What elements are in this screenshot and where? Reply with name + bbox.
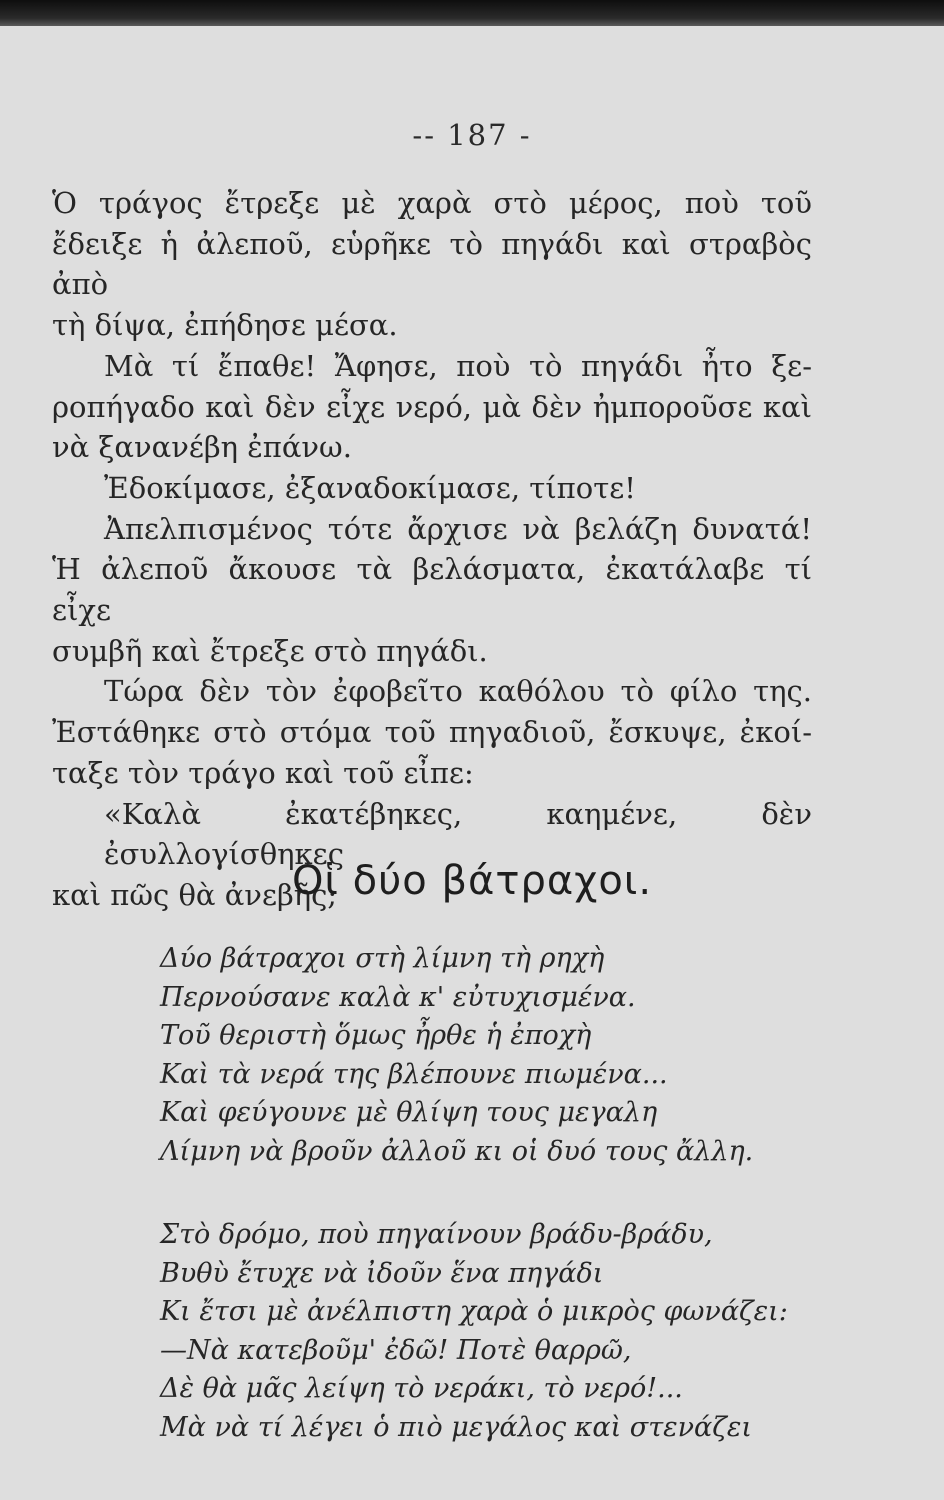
text-line: Ἀπελπισμένος τότε ἄρχισε νὰ βελάζη δυνατά! [104,511,812,546]
text-line: Τώρα δὲν τὸν ἐφοβεῖτο καθόλου τὸ φίλο της. [104,674,812,709]
paragraph [52,346,812,468]
verse-line: —Νὰ κατεβοῦμ' ἐδῶ! Ποτὲ θαρρῶ, [160,1334,632,1366]
text-line: ροπήγαδο καὶ δὲν εἶχε νερό, μὰ δὲν ἠμποροῦσε καὶ [52,389,812,424]
text-line: καὶ πῶς θὰ ἀνεβῆς; [52,877,338,912]
page-number: -- 187 - [412,118,532,152]
verse-line: Δύο βάτραχοι στὴ λίμνη τὴ ρηχὴ [160,943,605,974]
text-line: Ἐστάθηκε στὸ στόμα τοῦ πηγαδιοῦ, ἔσκυψε, ἐκοί- [52,715,812,750]
text-line: ἔδειξε ἡ ἀλεποῦ, εὑρῆκε τὸ πηγάδι καὶ στραβὸς ἀπὸ [52,226,812,302]
paragraph [52,183,812,346]
verse-line: Δὲ θὰ μᾶς λείψη τὸ νεράκι, τὸ νερό!... [160,1373,683,1405]
text-line: νὰ ξανανέβη ἐπάνω. [52,430,352,465]
poem-stanza-1 [160,940,800,1172]
verse-line: Μὰ νὰ τί λέγει ὁ πιὸ μεγάλος καὶ στενάζει [160,1411,752,1443]
verse-line: Περνούσανε καλὰ κ' εὐτυχισμένα. [160,981,636,1013]
text-line: συμβῆ καὶ ἔτρεξε στὸ πηγάδι. [52,633,488,668]
verse-line: Βυθὺ ἔτυχε νὰ ἰδοῦν ἕνα πηγάδι [160,1257,604,1289]
verse-line: Τοῦ θεριστὴ ὅμως ἦρθε ἡ ἐποχὴ [160,1020,592,1052]
verse-line: Κι ἔτσι μὲ ἀνέλπιστη χαρὰ ὁ μικρὸς φωνάζει: [160,1296,788,1328]
verse-line: Καὶ φεύγουνε μὲ θλίψη τους μεγαλη [160,1097,658,1129]
verse-line: Καὶ τὰ νερά της βλέπουνε πιωμένα... [160,1058,668,1090]
text-line: Ἐδοκίμασε, ἐξαναδοκίμασε, τίποτε! [104,470,636,505]
text-line: Ἡ ἀλεποῦ ἄκουσε τὰ βελάσματα, ἐκατάλαβε τί εἶχε [52,552,812,628]
text-line: Ὁ τράγος ἔτρεξε μὲ χαρὰ στὸ μέρος, ποὺ τοῦ [52,186,812,220]
text-line: ταξε τὸν τράγο καὶ τοῦ εἶπε: [52,755,474,790]
text-line: Μὰ τί ἔπαθε! Ἄφησε, ποὺ τὸ πηγάδι ἦτο ξε- [104,348,812,383]
paragraph [52,468,812,509]
paragraph [52,671,812,793]
poem-stanza-2 [160,1216,800,1448]
text-line: τὴ δίψα, ἐπήδησε μέσα. [52,308,398,343]
text-line: «Καλὰ ἐκατέβηκες, καημένε, δὲν ἐσυλλογίσθηκες [104,796,812,872]
verse-line: Λίμνη νὰ βροῦν ἀλλοῦ κι οἱ δυό τους ἄλλη. [160,1135,754,1167]
scan-edge [0,0,944,26]
verse-line: Στὸ δρόμο, ποὺ πηγαίνουν βράδυ-βράδυ, [160,1219,713,1250]
paragraph [52,509,812,672]
prose-text [52,183,812,916]
poem-title: Οἱ δύο βάτραχοι. [291,858,653,904]
